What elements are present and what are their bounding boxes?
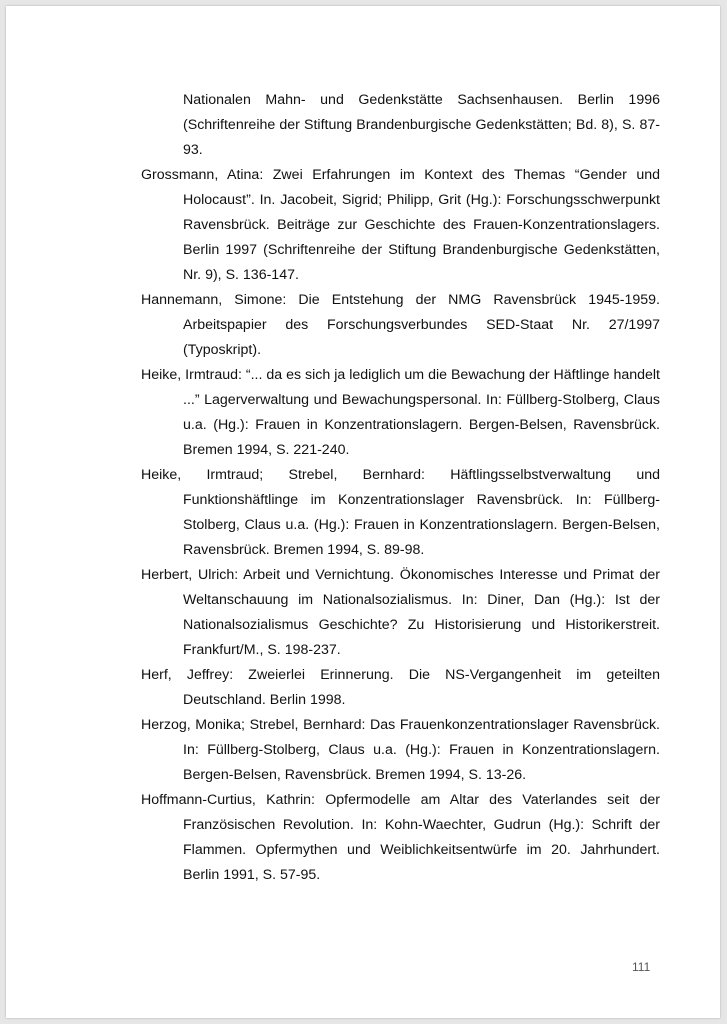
bibliography-entry: Heike, Irmtraud; Strebel, Bernhard: Häftlingsselbstverwaltung und Funktionshäftlinge im Konzentrationslager Ravensbrück. In: Füllberg-Stolberg, Claus u.a. (Hg.): Frauen in Konzentrationslagern. Bergen-Belsen, Ravensbrück. Bremen 1994, S. 89-98. xyxy=(141,467,660,558)
bibliography-entry: Herf, Jeffrey: Zweierlei Erinnerung. Die NS-Vergangenheit im geteilten Deutschland. Berlin 1998. xyxy=(141,667,660,708)
bibliography-entry: Herzog, Monika; Strebel, Bernhard: Das Frauenkonzentrationslager Ravensbrück. In: Füllberg-Stolberg, Claus u.a. (Hg.): Frauen in Konzentrationslagern. Bergen-Belsen, Ravensbrück. Bremen 1994, S. 13-26. xyxy=(141,717,660,783)
bibliography-entry: Hannemann, Simone: Die Entstehung der NMG Ravensbrück 1945-1959. Arbeitspapier des Forschungsverbundes SED-Staat Nr. 27/1997 (Typoskript). xyxy=(141,292,660,358)
bibliography-entry: Grossmann, Atina: Zwei Erfahrungen im Kontext des Themas “Gender und Holocaust”. In. Jacobeit, Sigrid; Philipp, Grit (Hg.): Forschungsschwerpunkt Ravensbrück. Beiträge zur Geschichte des Frauen-Konzentrationslagers. Berlin 1997 (Schriftenreihe der Stiftung Brandenburgische Gedenkstätten, Nr. 9), S. 136-147. xyxy=(141,167,660,283)
bibliography-entry: Herbert, Ulrich: Arbeit und Vernichtung. Ökonomisches Interesse und Primat der Weltanschauung im Nationalsozialismus. In: Diner, Dan (Hg.): Ist der Nationalsozialismus Geschichte? Zu Historisierung und Historikerstreit. Frankfurt/M., S. 198-237. xyxy=(141,567,660,658)
bibliography-entry: Hoffmann-Curtius, Kathrin: Opfermodelle am Altar des Vaterlandes seit der Französischen Revolution. In: Kohn-Waechter, Gudrun (Hg.): Schrift der Flammen. Opfermythen und Weiblichkeitsentwürfe im 20. Jahrhundert. Berlin 1991, S. 57-95. xyxy=(141,792,660,883)
bibliography-entry: Heike, Irmtraud: “... da es sich ja lediglich um die Bewachung der Häftlinge handelt ...” Lagerverwaltung und Bewachungspersonal. In: Füllberg-Stolberg, Claus u.a. (Hg.): Frauen in Konzentrationslagern. Bergen-Belsen, Ravensbrück. Bremen 1994, S. 221-240. xyxy=(141,367,660,458)
bibliography-list xyxy=(141,88,660,888)
bibliography-entry: Nationalen Mahn- und Gedenkstätte Sachsenhausen. Berlin 1996 (Schriftenreihe der Stiftung Brandenburgische Gedenkstätten; Bd. 8), S. 87-93. xyxy=(183,92,660,158)
page-number: 111 xyxy=(632,960,651,974)
document-page xyxy=(6,6,720,1018)
